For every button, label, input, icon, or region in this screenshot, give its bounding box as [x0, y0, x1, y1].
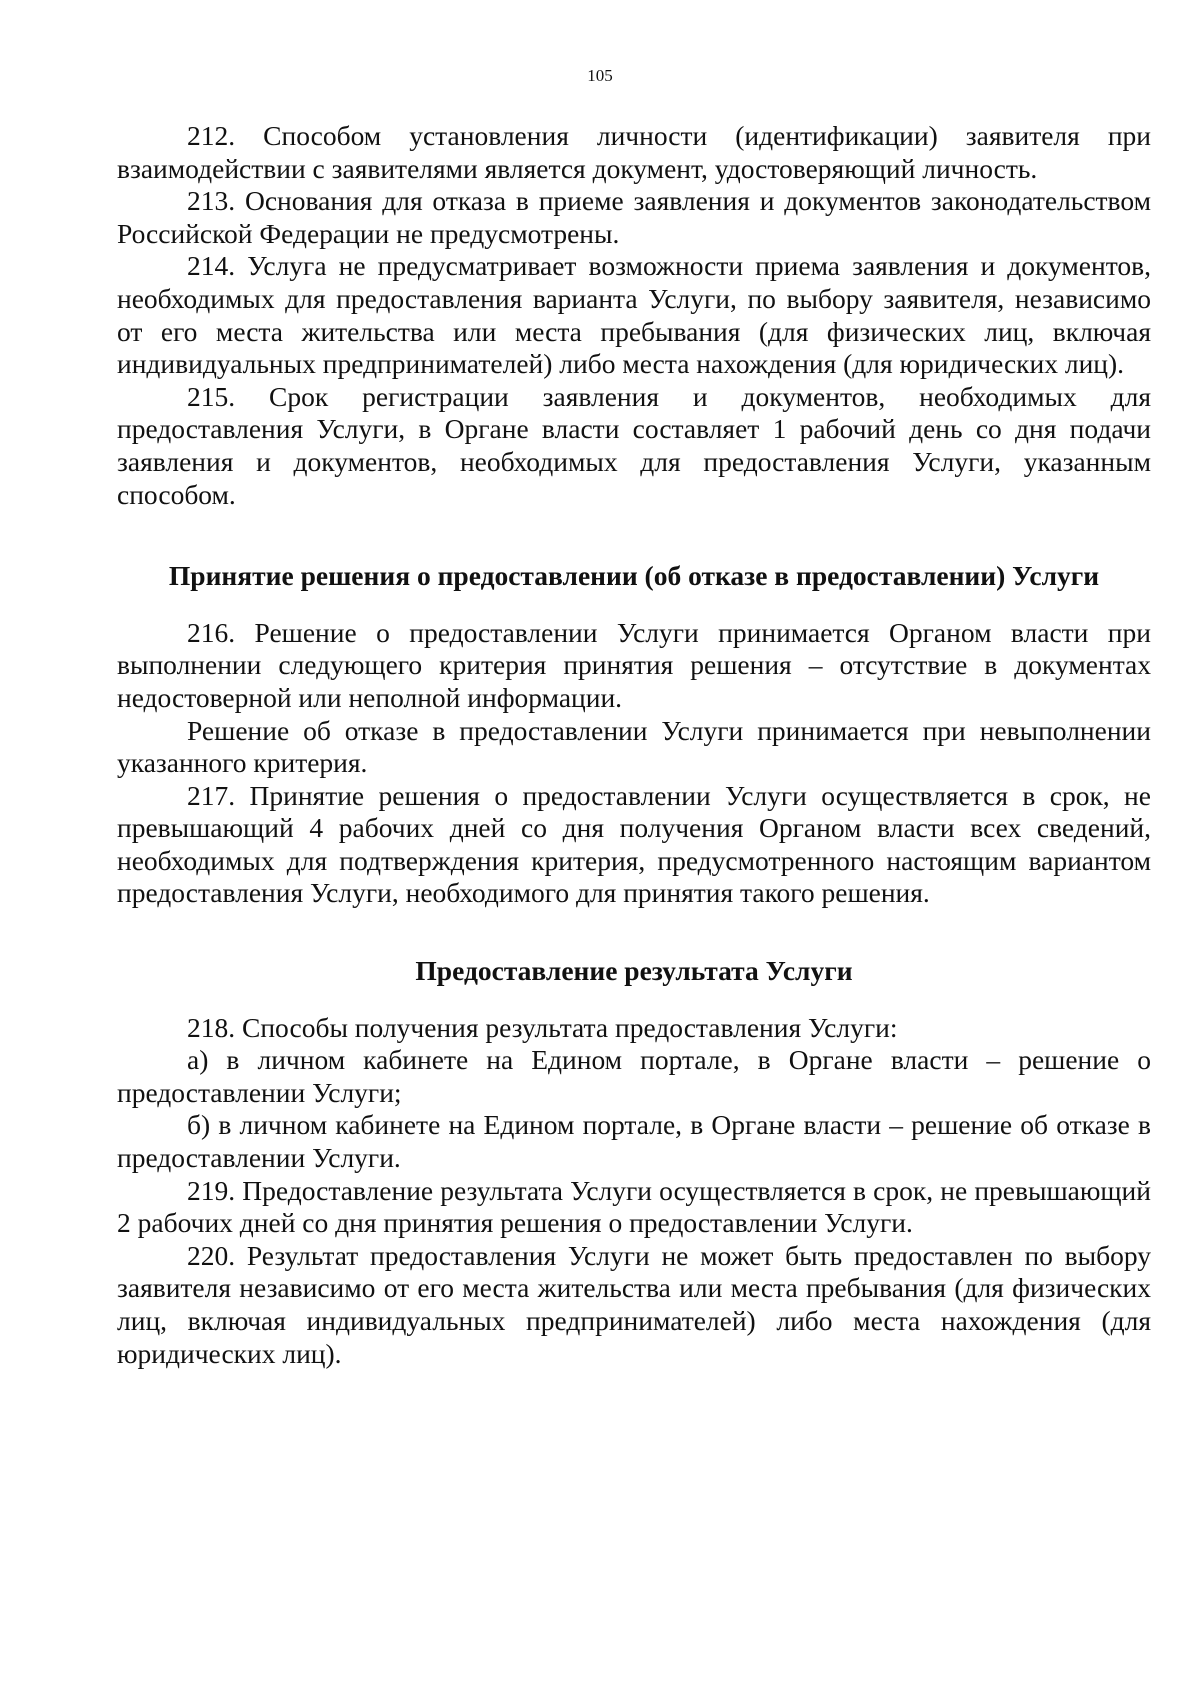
- paragraph-218-a: а) в личном кабинете на Едином портале, в Органе власти – решение о предоставлении Услуги;: [117, 1044, 1151, 1108]
- section-heading-decision: Принятие решения о предоставлении (об отказе в предоставлении) Услуги: [168, 560, 1100, 592]
- paragraph-212: 212. Способом установления личности (идентификации) заявителя при взаимодействии с заявителями является документ, удостоверяющий личность.: [117, 120, 1151, 184]
- paragraph-213: 213. Основания для отказа в приеме заявления и документов законодательством Российской Федерации не предусмотрены.: [117, 185, 1151, 249]
- document-body: [117, 120, 1151, 1370]
- paragraph-217: 217. Принятие решения о предоставлении Услуги осуществляется в срок, не превышающий 4 рабочих дней со дня получения Органом власти всех сведений, необходимых для подтверждения критерия, предусмотренного настоящим вариантом предоставления Услуги, необходимого для принятия такого решения.: [117, 779, 1151, 909]
- paragraph-216-refusal: Решение об отказе в предоставлении Услуги принимается при невыполнении указанного критерия.: [117, 714, 1151, 779]
- paragraph-218: 218. Способы получения результата предоставления Услуги:: [187, 1011, 898, 1043]
- paragraph-215: 215. Срок регистрации заявления и документов, необходимых для предоставления Услуги, в Органе власти составляет 1 рабочий день со дня подачи заявления и документов, необходимых для предоставления Услуги, указанным способом.: [117, 380, 1151, 510]
- page-number: 105: [587, 66, 613, 85]
- section-heading-result: Предоставление результата Услуги: [415, 955, 853, 987]
- paragraph-214: 214. Услуга не предусматривает возможности приема заявления и документов, необходимых для предоставления варианта Услуги, по выбору заявителя, независимо от его места жительства или места пребывания (для физических лиц, включая индивидуальных предпринимателей) либо места нахождения (для юридических лиц).: [117, 250, 1151, 380]
- paragraph-219: 219. Предоставление результата Услуги осуществляется в срок, не превышающий 2 рабочих дней со дня принятия решения о предоставлении Услуги.: [117, 1174, 1151, 1239]
- paragraph-220: 220. Результат предоставления Услуги не может быть предоставлен по выбору заявителя независимо от его места жительства или места пребывания (для физических лиц, включая индивидуальных предпринимателей) либо места нахождения (для юридических лиц).: [117, 1239, 1151, 1369]
- paragraph-216: 216. Решение о предоставлении Услуги принимается Органом власти при выполнении следующего критерия принятия решения – отсутствие в документах недостоверной или неполной информации.: [117, 616, 1151, 713]
- paragraph-218-b: б) в личном кабинете на Едином портале, в Органе власти – решение об отказе в предоставлении Услуги.: [117, 1109, 1151, 1174]
